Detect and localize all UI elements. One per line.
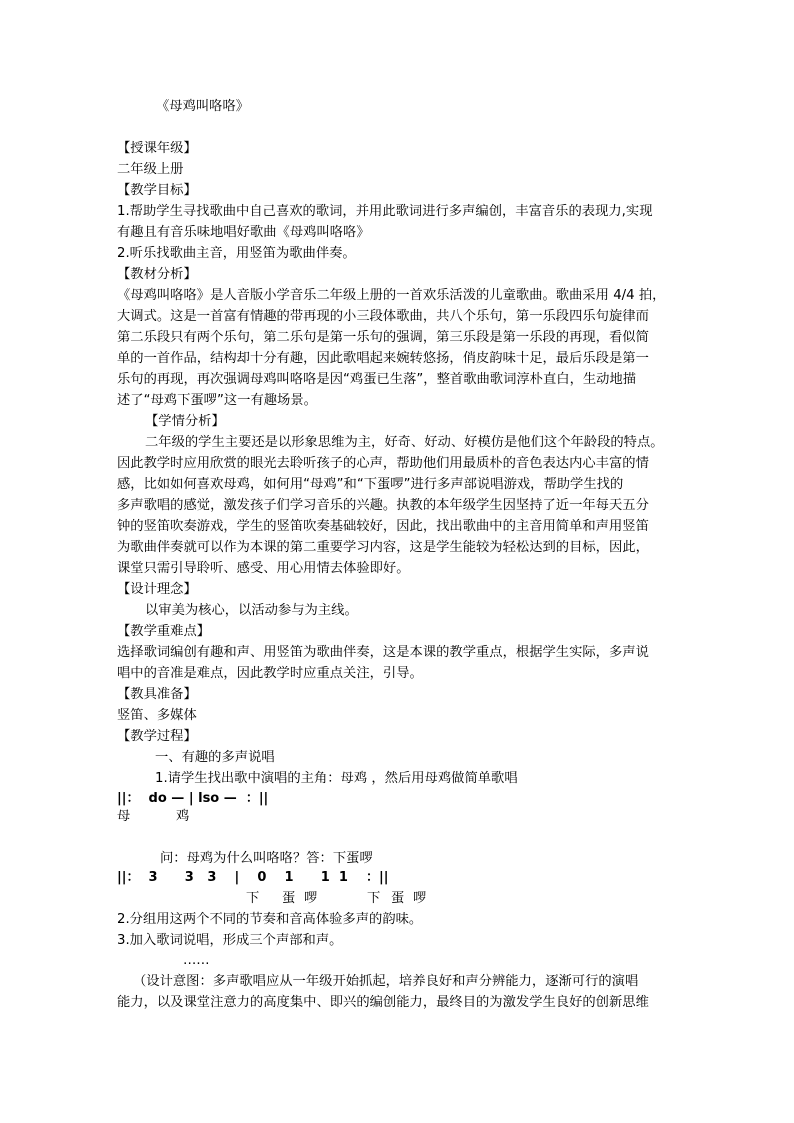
step-2: 2.分组用这两个不同的节奏和音高体验多声的韵味。 xyxy=(117,912,423,927)
textbook-line-1: 《母鸡叫咯咯》是人音版小学音乐二年级上册的一首欢乐活泼的儿童歌曲。歌曲采用 4/4 拍， xyxy=(117,288,666,303)
step-3: 3.加入歌词说唱，形成三个声部和声。 xyxy=(117,933,343,948)
grade-heading: 【授课年级】 xyxy=(117,141,197,156)
keypoints-line-2: 唱中的音准是难点，因此教学时应重点关注，引导。 xyxy=(117,666,423,681)
keypoints-heading: 【教学重难点】 xyxy=(117,624,211,639)
tools-heading: 【教具准备】 xyxy=(117,687,197,702)
notation-1: ||： do — | lso — ：|| xyxy=(117,791,269,806)
question-text: 问：母鸡为什么叫咯咯？答：下蛋啰 xyxy=(160,851,373,866)
keypoints-line-1: 选择歌词编创有趣和声、用竖笛为歌曲伴奏，这是本课的教学重点，根据学生实际，多声说 xyxy=(117,645,649,660)
concept-text: 以审美为核心，以活动参与为主线。 xyxy=(145,603,358,618)
learners-line-5: 钟的竖笛吹奏游戏，学生的竖笛吹奏基础较好，因此，找出歌曲中的主音用简单和声用竖笛 xyxy=(117,519,649,534)
goals-heading: 【教学目标】 xyxy=(117,183,197,198)
document-title: 《母鸡叫咯咯》 xyxy=(156,99,250,114)
tools-text: 竖笛、多媒体 xyxy=(117,708,197,723)
lyric-2-c: 啰 xyxy=(304,891,318,906)
textbook-line-3: 第二乐段只有两个乐句，第二乐句是第一乐句的强调，第三乐段是第一乐段的再现，看似简 xyxy=(117,330,649,345)
learners-line-2: 因此教学时应用欣赏的眼光去聆听孩子的心声，帮助他们用最质朴的音色表达内心丰富的情 xyxy=(117,456,649,471)
lyric-1-b: 鸡 xyxy=(176,809,190,824)
textbook-line-6: 述了“母鸡下蛋啰”这一有趣场景。 xyxy=(117,393,317,408)
lyric-2-d: 下 xyxy=(367,891,381,906)
textbook-line-5: 乐句的再现，再次强调母鸡叫咯咯是因“鸡蛋已生落”，整首歌曲歌词淳朴直白，生动地描 xyxy=(117,372,637,387)
step-1-title: 一、有趣的多声说唱 xyxy=(155,750,275,765)
intent-line-1: （设计意图：多声歌唱应从一年级开始抓起，培养良好和声分辨能力，逐渐可行的演唱 xyxy=(133,974,639,989)
learners-line-6: 为歌曲伴奏就可以作为本课的第二重要学习内容，这是学生能较为轻松达到的目标，因此， xyxy=(117,540,649,555)
grade-text: 二年级上册 xyxy=(117,162,184,177)
textbook-line-4: 单的一首作品，结构却十分有趣，因此歌唱起来婉转悠扬，俏皮韵味十足，最后乐段是第一 xyxy=(117,351,649,366)
intent-line-2: 能力，以及课堂注意力的高度集中、即兴的编创能力，最终目的为激发学生良好的创新思维 xyxy=(117,995,649,1010)
textbook-line-2: 大调式。这是一首富有情趣的带再现的小三段体歌曲，共八个乐句，第一乐段四乐句旋律而 xyxy=(117,309,649,324)
notation-2: ||： 3 3 3 | 0 1 1 1 ：|| xyxy=(117,870,389,885)
lyric-1-a: 母 xyxy=(117,809,131,824)
lyric-2-f: 啰 xyxy=(413,891,427,906)
learners-line-3: 感，比如如何喜欢母鸡，如何用“母鸡”和“下蛋啰”进行多声部说唱游戏，帮助学生找的 xyxy=(117,477,624,492)
learners-heading: 【学情分析】 xyxy=(145,414,225,429)
learners-line-7: 课堂只需引导聆听、感受、用心用情去体验即好。 xyxy=(117,561,410,576)
lyric-2-e: 蛋 xyxy=(391,891,405,906)
goal-1-line-1: 1.帮助学生寻找歌曲中自己喜欢的歌词，并用此歌词进行多声编创，丰富音乐的表现力,实现 xyxy=(117,204,653,219)
textbook-heading: 【教材分析】 xyxy=(117,267,197,282)
goal-2: 2.听乐找歌曲主音，用竖笛为歌曲伴奏。 xyxy=(117,246,356,261)
concept-heading: 【设计理念】 xyxy=(117,582,197,597)
step-1-1: 1.请学生找出歌中演唱的主角：母鸡 ，然后用母鸡做简单歌唱 xyxy=(155,771,518,786)
learners-line-1: 二年级的学生主要还是以形象思维为主，好奇、好动、好模仿是他们这个年龄段的特点。 xyxy=(145,435,664,450)
lyric-2-a: 下 xyxy=(246,891,260,906)
goal-1-line-2: 有趣且有音乐味地唱好歌曲《母鸡叫咯咯》 xyxy=(117,225,370,240)
process-heading: 【教学过程】 xyxy=(117,729,197,744)
lyric-2-b: 蛋 xyxy=(282,891,296,906)
learners-line-4: 多声歌唱的感觉，激发孩子们学习音乐的兴趣。执教的本年级学生因坚持了近一年每天五分 xyxy=(117,498,649,513)
ellipsis: …… xyxy=(183,953,210,968)
